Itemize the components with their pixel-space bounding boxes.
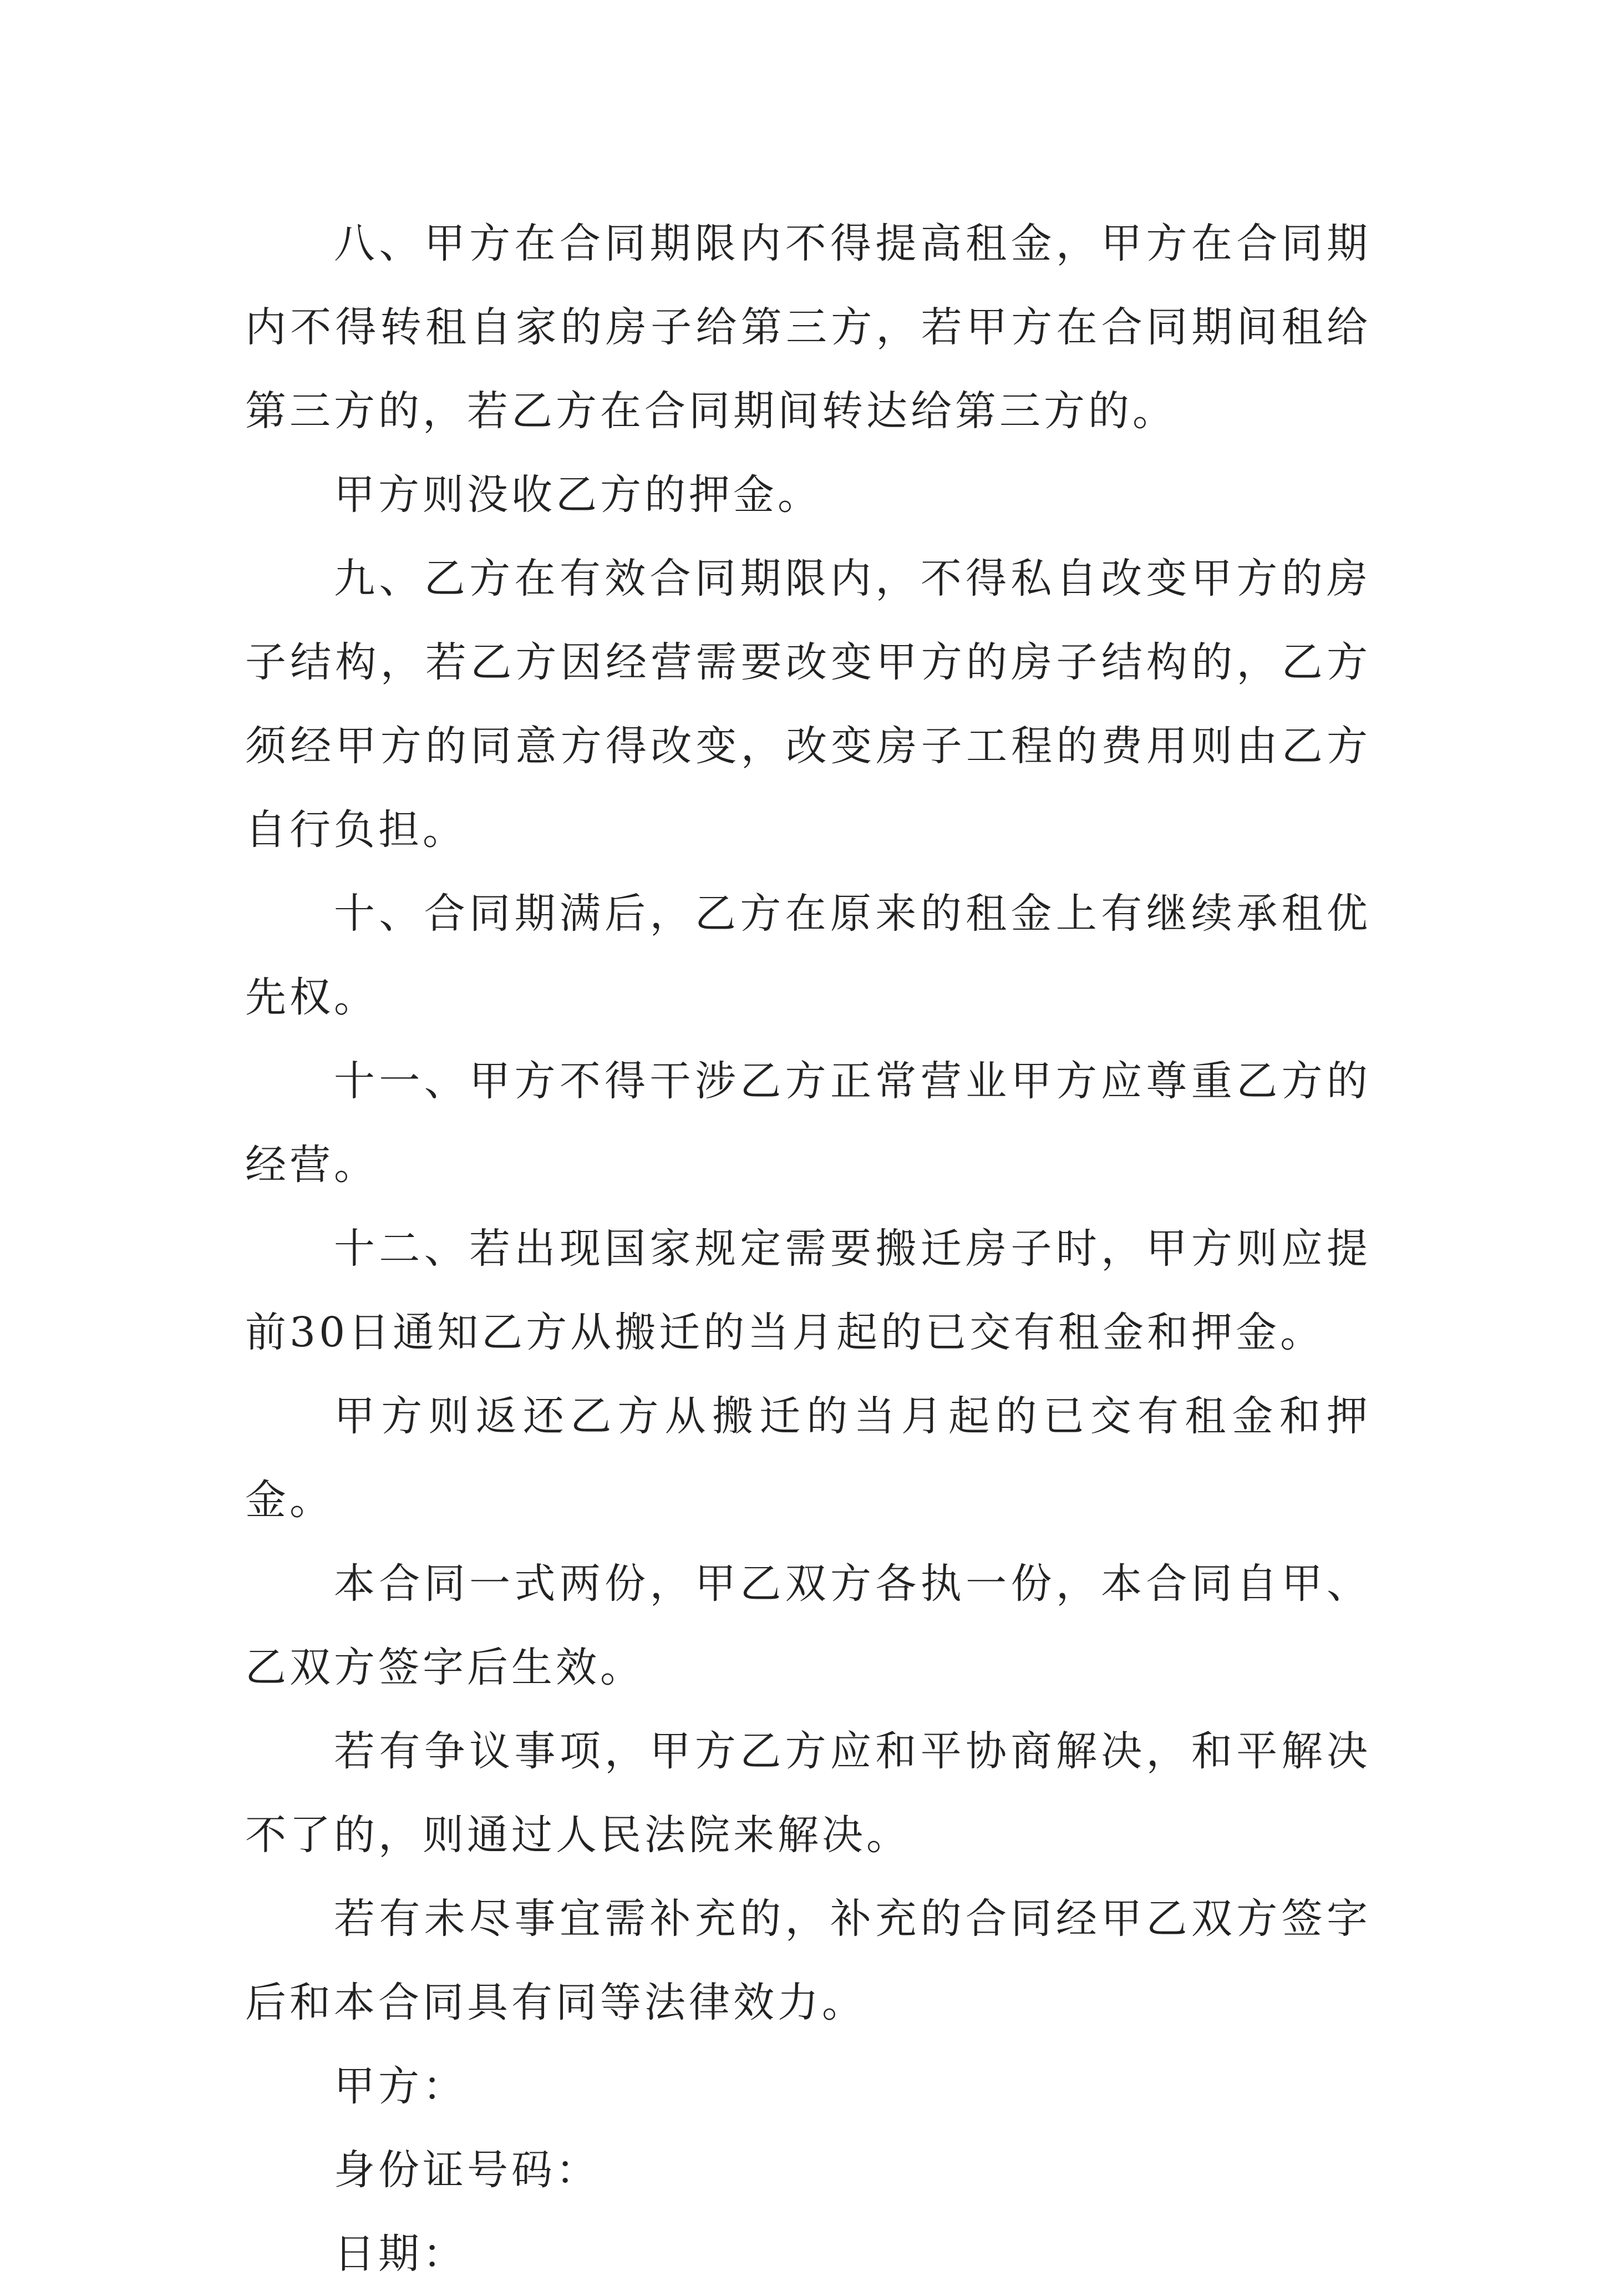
clause-12-refund: 甲方则返还乙方从搬迁的当月起的已交有租金和押金。 xyxy=(245,1392,1371,1524)
dispute-clause: 若有争议事项，甲方乙方应和平协商解决，和平解决不了的，则通过人民法院来解决。 xyxy=(245,1727,1371,1859)
id-number-label: 身份证号码： xyxy=(334,2146,600,2194)
clause-8-penalty: 甲方则没收乙方的押金。 xyxy=(334,471,822,519)
date-label: 日期： xyxy=(334,2230,467,2278)
contract-body xyxy=(245,202,1371,2296)
clause-10: 十、合同期满后，乙方在原来的租金上有继续承租优先权。 xyxy=(245,890,1371,1021)
supplement-clause: 若有未尽事宜需补充的，补充的合同经甲乙双方签字后和本合同具有同等法律效力。 xyxy=(245,1895,1371,2026)
party-a-label: 甲方： xyxy=(334,2062,467,2110)
clause-11: 十一、甲方不得干涉乙方正常营业甲方应尊重乙方的经营。 xyxy=(245,1057,1371,1189)
clause-9: 九、乙方在有效合同期限内，不得私自改变甲方的房子结构，若乙方因经营需要改变甲方的房子结构的，乙方须经甲方的同意方得改变，改变房子工程的费用则由乙方自行负担。 xyxy=(245,555,1371,854)
copies-clause: 本合同一式两份，甲乙双方各执一份，本合同自甲、乙双方签字后生效。 xyxy=(245,1560,1371,1691)
clause-12: 十二、若出现国家规定需要搬迁房子时，甲方则应提前30日通知乙方从搬迁的当月起的已交有租金和押金。 xyxy=(245,1225,1371,1356)
clause-8: 八、甲方在合同期限内不得提高租金，甲方在合同期内不得转租自家的房子给第三方，若甲方在合同期间租给第三方的，若乙方在合同期间转达给第三方的。 xyxy=(245,220,1371,435)
